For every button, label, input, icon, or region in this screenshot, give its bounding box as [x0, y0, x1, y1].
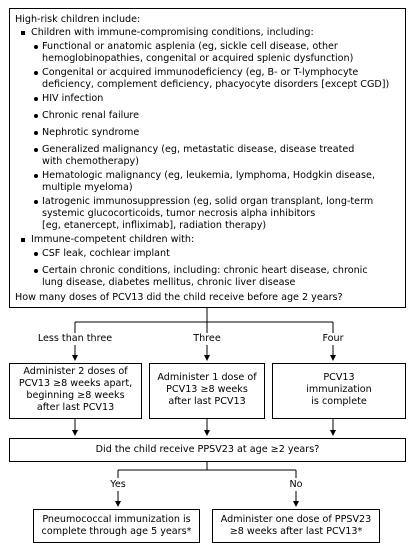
criteria-item-csf-leak: CSF leak, cochlear implant	[42, 248, 170, 259]
round-bullet-icon	[34, 114, 38, 118]
criteria-header: High-risk children include:	[15, 14, 141, 25]
outcome-three-line1: Administer 1 dose of	[157, 372, 257, 383]
final-yes-line1: Pneumococcal immunization is	[42, 514, 191, 525]
criteria-item-hematologic-line1: Hematologic malignancy (eg, leukemia, lymphoma, Hodgkin disease,	[42, 170, 376, 181]
outcome-less-than-three-line4: after last PCV13	[36, 402, 115, 413]
question-pcv13-doses: How many doses of PCV13 did the child receive before age 2 years?	[15, 292, 343, 303]
criteria-item-immunodeficiency-line1: Congenital or acquired immunodeficiency (eg, B- or T-lymphocyte	[42, 67, 359, 78]
criteria-item-immunodeficiency-line2: deficiency, complement deficiency, phacyocyte disorders [except CGD])	[42, 79, 390, 90]
branch-label-less-than-three: Less than three	[37, 333, 113, 344]
round-bullet-icon	[34, 71, 38, 75]
square-bullet-icon	[21, 238, 25, 242]
outcome-less-than-three-line1: Administer 2 doses of	[23, 366, 128, 377]
criteria-item-renal-failure: Chronic renal failure	[42, 110, 140, 121]
answer-label-no: No	[289, 479, 303, 490]
round-bullet-icon	[34, 97, 38, 101]
final-yes-line2: complete through age 5 years*	[41, 526, 192, 537]
branch-label-three: Three	[193, 333, 221, 344]
round-bullet-icon	[34, 45, 38, 49]
outcome-four-line1: PCV13	[323, 372, 355, 383]
criteria-item-chronic-conditions-line1: Certain chronic conditions, including: chronic heart disease, chronic	[42, 265, 368, 276]
criteria-item-nephrotic: Nephrotic syndrome	[42, 127, 140, 138]
outcome-three-line3: after last PCV13	[168, 396, 246, 407]
branch-label-four: Four	[322, 333, 344, 344]
square-bullet-icon	[21, 31, 25, 35]
round-bullet-icon	[34, 148, 38, 152]
criteria-item-iatrogenic-line1: Iatrogenic immunosuppression (eg, solid organ transplant, long-term	[42, 196, 374, 207]
round-bullet-icon	[34, 174, 38, 178]
final-no-line1: Administer one dose of PPSV23	[220, 514, 372, 525]
criteria-item-hiv: HIV infection	[42, 93, 104, 104]
criteria-item-iatrogenic-line2: systemic glucocorticoids, tumor necrosis alpha inhibitors	[42, 208, 316, 219]
criteria-item-asplenia-line2: hemoglobinopathies, congenital or acquired splenic dysfunction)	[42, 53, 354, 64]
answer-label-yes: Yes	[110, 479, 126, 490]
criteria-item-asplenia-line1: Functional or anatomic asplenia (eg, sickle cell disease, other	[42, 41, 338, 52]
outcome-four-line2: immunization	[306, 384, 372, 395]
criteria-item-malignancy-line2: with chemotherapy)	[42, 156, 139, 167]
criteria-item-hematologic-line2: multiple myeloma)	[42, 182, 133, 193]
outcome-less-than-three-line3: beginning ≥8 weeks	[26, 390, 125, 401]
round-bullet-icon	[34, 131, 38, 135]
question-ppsv23: Did the child receive PPSV23 at age ≥2 years?	[95, 444, 320, 455]
outcome-four-line3: is complete	[311, 396, 367, 407]
criteria-item-malignancy-line1: Generalized malignancy (eg, metastatic disease, disease treated	[42, 144, 355, 155]
round-bullet-icon	[34, 252, 38, 256]
final-no-line2: ≥8 weeks after last PCV13*	[229, 526, 363, 537]
round-bullet-icon	[34, 269, 38, 273]
immunocompromised-title: Children with immune-compromising conditions, including:	[31, 27, 314, 38]
outcome-less-than-three-line2: PCV13 ≥8 weeks apart,	[18, 378, 133, 389]
criteria-item-chronic-conditions-line2: lung disease, diabetes mellitus, chronic liver disease	[42, 277, 296, 288]
criteria-item-iatrogenic-line3: [eg, etanercept, infliximab], radiation therapy)	[42, 220, 267, 231]
outcome-three-line2: PCV13 ≥8 weeks	[166, 384, 248, 395]
immunocompetent-title: Immune-competent children with:	[31, 234, 195, 245]
round-bullet-icon	[34, 200, 38, 204]
